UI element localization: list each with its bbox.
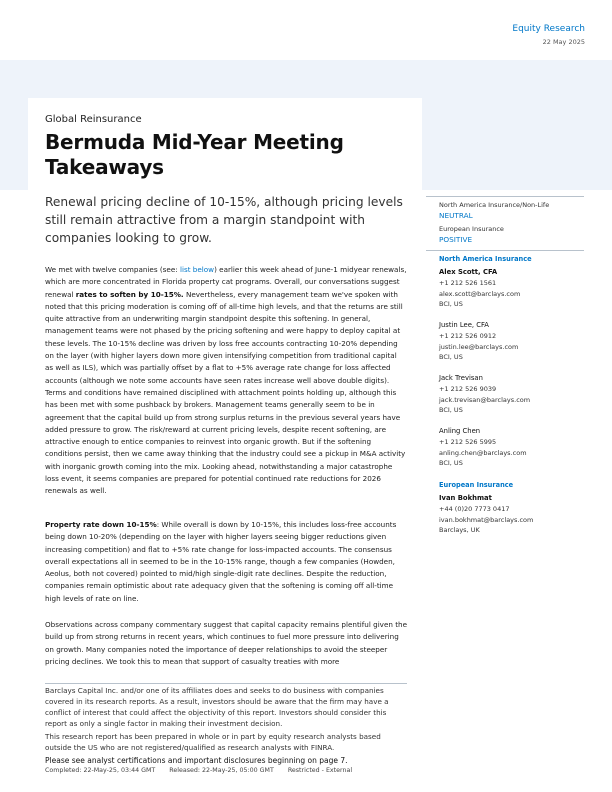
analyst-card [439,493,589,536]
rating-label: North America Insurance/Non-Life [439,201,550,209]
conflict-disclaimer: Barclays Capital Inc. and/or one of its affiliates does and seeks to do business with companies covered in its research reports. As a result, investors should be aware that the firm may have a conflict of interest that could affect the objectivity of this report. Investors should consider this report as only a single factor in making their investment decision. [45,686,389,728]
analyst-name: Jack Trevisan [439,374,483,382]
released-timestamp: Released: 22-May-25, 05:00 GMT [169,767,274,774]
rating-value: POSITIVE [439,234,473,244]
analyst-name: Anling Chen [439,427,481,435]
p1-text-c: Nevertheless, every management team we've spoken with noted that this pricing moderation is coming off of all-time high levels, and that the returns are still quite attractive from an underwriting margin standpoint despite this softening. In general, management teams were not phased by the pricing softening and were happy to deploy capital at these levels. The 10-15% decline was driven by loss free accounts contracting 10-20% depending on the layer (with higher layers down more given intensifying competition from traditional capital as well as ILS), which was partially offset by a flat to +5% average rate change for loss affected accounts (although we note some accounts have seen rates increase well above double digits). Terms and conditions have remained disciplined with attachment points holding up, although this has been met with some pushback by brokers. Management teams generally seem to be in agreement that the capital build up from strong surplus returns in the previous several years have added pressure to grow. The risk/reward at current pricing levels, despite recent softening, are attractive enough to entice companies to reinvest into organic growth. But if the softening conditions persist, then we came away thinking that the industry could see a pickup in M&A activity with inorganic growth coming into the mix. Looking ahead, notwithstanding a major catastrophe loss event, it seems companies are prepared for potential continued rate reductions for 2026 renewals as well. [45,289,406,496]
analyst-entity: BCI, US [439,406,463,415]
analyst-email[interactable]: anling.chen@barclays.com [439,448,527,457]
p1-text-a: We met with twelve companies (see: [45,265,180,274]
analyst-name: Justin Lee, CFA [439,321,489,329]
analyst-name: Alex Scott, CFA [439,268,498,276]
p1-bold: rates to soften by 10-15%. [75,289,184,299]
p2-heading: Property rate down 10-15% [45,520,157,529]
analyst-entity: BCI, US [439,353,463,362]
analyst-card [439,426,589,469]
body-paragraph-3: Observations across company commentary suggest that capital capacity remains plentiful given the build up from strong returns in recent years, which continues to fuel more pressure into delivering on growth. Many companies noted the importance of deeper relationships to avoid the steeper pricing declines. We took this to mean that support of casualty treaties with more [45,620,407,666]
sector-kicker: Global Reinsurance [45,114,142,125]
disclosures-notice: Please see analyst certifications and important disclosures beginning on page 7. [45,756,348,765]
sidebar-divider [426,196,584,197]
analyst-entity: Barclays, UK [439,526,480,535]
section-heading: North America Insurance [439,255,532,263]
analyst-card [439,320,589,363]
analyst-email[interactable]: justin.lee@barclays.com [439,342,519,351]
completed-timestamp: Completed: 22-May-25, 03:44 GMT [45,767,156,774]
body-paragraph-2 [45,519,407,605]
rating-value: NEUTRAL [439,210,473,220]
body-paragraph-1 [45,264,407,498]
analyst-name: Ivan Bokhmat [439,494,492,502]
footer-meta [45,767,364,774]
rating-block [439,224,589,246]
rating-label: European Insurance [439,225,504,233]
list-below-link[interactable]: list below [179,265,215,274]
analyst-email[interactable]: alex.scott@barclays.com [439,289,521,298]
analyst-email[interactable]: ivan.bokhmat@barclays.com [439,515,534,524]
sidebar-divider [426,250,584,251]
analyst-phone[interactable]: +1 212 526 0912 [439,331,497,340]
report-type: Equity Research [512,24,585,34]
rating-block [439,200,589,222]
analyst-section-heading [439,480,589,491]
analyst-email[interactable]: jack.trevisan@barclays.com [439,395,531,404]
analyst-phone[interactable]: +1 212 526 1561 [439,278,497,287]
analyst-phone[interactable]: +1 212 526 5995 [439,437,497,446]
p1-text-b: ) earlier this week ahead of June-1 midyear renewals, which are more concentrated in Florida property cat programs. Overall, our conversations suggest renewal [45,265,407,299]
analyst-entity: BCI, US [439,459,463,468]
analyst-card [439,373,589,416]
section-heading: European Insurance [439,481,514,489]
analyst-entity: BCI, US [439,300,463,309]
report-date: 22 May 2025 [542,38,585,46]
report-subtitle: Renewal pricing decline of 10-15%, although pricing levels still remain attractive from a margin standpoint with companies looking to grow. [45,195,403,245]
analyst-phone[interactable]: +1 212 526 9039 [439,384,497,393]
disclaimer-divider [45,683,407,684]
analyst-section-heading [439,254,589,265]
p2-text: : While overall is down by 10-15%, this includes loss-free accounts being down 10-20% (depending on the layer with higher layers seeing bigger reductions given increasing competition) and flat to +5% rate change for loss-impacted accounts. The consensus overall expectations all in seemed to be in the 10-15% range, though a few companies (Howden, Aeolus, both not covered) pointed to mid/high single-digit rate declines. Despite the reduction, companies remain optimistic about rate adequacy given that the softening is coming off all-time high levels of rate on line. [45,520,397,603]
report-title: Bermuda Mid-Year Meeting Takeaways [45,130,344,179]
analyst-phone[interactable]: +44 (0)20 7773 0417 [439,504,510,513]
classification-label: Restricted - External [287,767,353,774]
finra-disclaimer: This research report has been prepared in whole or in part by equity research analysts based outside the US who are not registered/qualified as research analysts with FINRA. [45,732,381,752]
analyst-card [439,267,589,310]
